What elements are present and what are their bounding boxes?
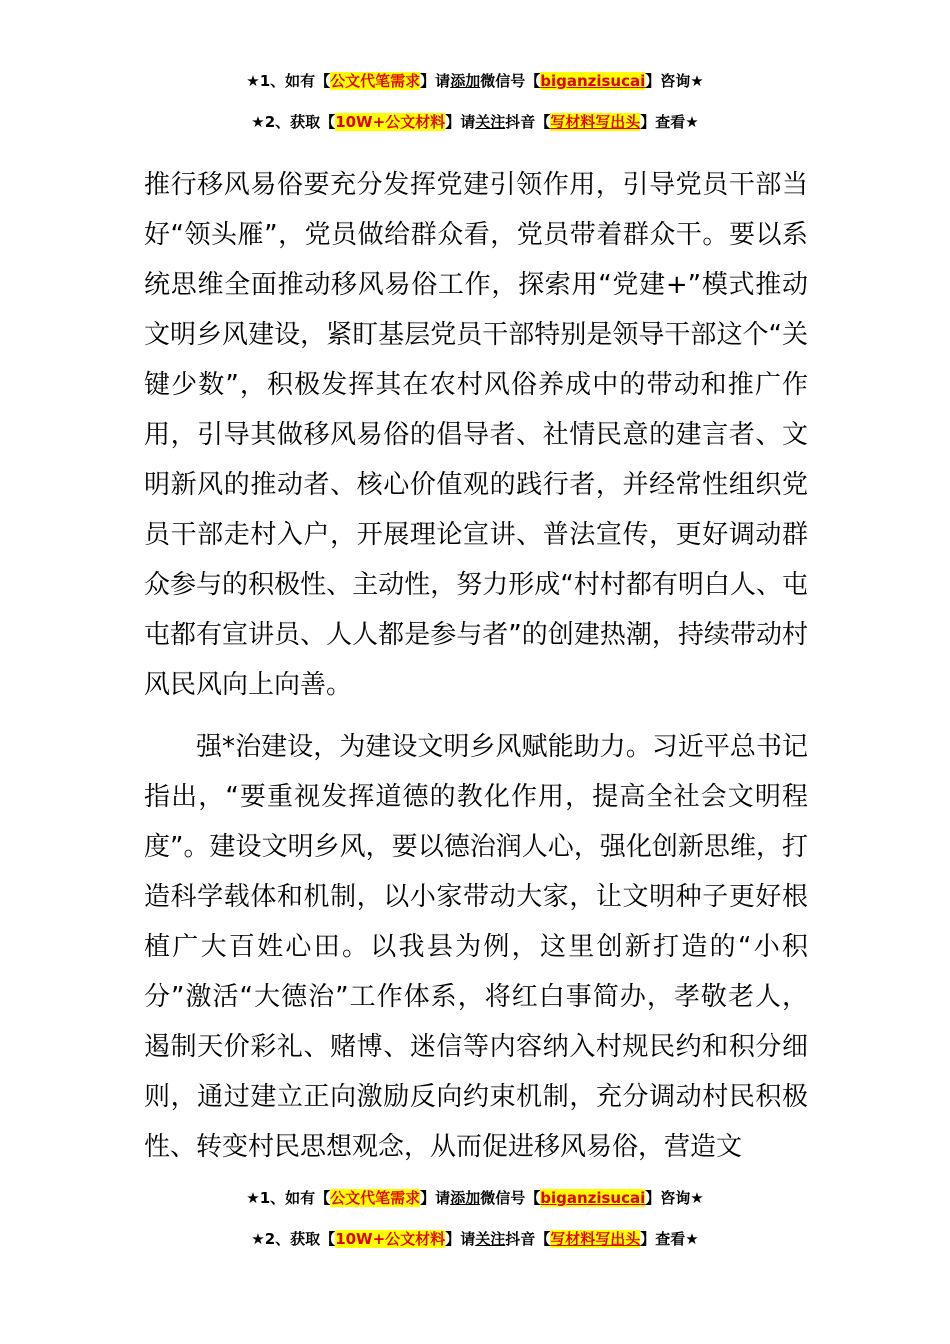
banner-douyin-id: 写材料写出头 [550,113,641,131]
banner-text: 】请 [445,113,476,131]
banner-text: 】请 [445,1230,476,1248]
footer-banner-line-2 [0,1228,950,1250]
banner-text: 】查看★ [640,1230,699,1248]
banner-text: 】查看★ [640,113,699,131]
banner-text: 微信号【 [480,1189,541,1207]
header-banner-line-2 [0,111,950,133]
banner-wechat-id: biganzisucai [540,1189,646,1207]
banner-douyin-id: 写材料写出头 [550,1230,641,1248]
banner-text: 】请 [420,1189,451,1207]
header-banner-line-1 [0,70,950,92]
banner-highlight: 公文代笔需求 [330,1189,421,1207]
banner-text: 抖音【 [505,113,551,131]
banner-text: 微信号【 [480,72,541,90]
banner-text: 】请 [420,72,451,90]
banner-emphasis: 关注 [475,113,506,131]
banner-highlight: 10W+公文材料 [335,1230,446,1248]
footer-banner-line-1 [0,1187,950,1209]
banner-highlight: 公文代笔需求 [330,72,421,90]
banner-emphasis: 关注 [475,1230,506,1248]
banner-emphasis: 添加 [450,72,481,90]
paragraph-2: 强*治建设，为建设文明乡风赋能助力。习近平总书记指出，“要重视发挥道德的教化作用，提高全社会文明程度”。建设文明乡风，要以德治润人心，强化创新思维，打造科学载体和机制，以小家带动大家，让文明种子更好根植广大百姓心田。以我县为例，这里创新打造的“小积分”激活“大德治”工作体系，将红白事简办，孝敬老人，遏制天价彩礼、赌博、迷信等内容纳入村规民约和积分细则，通过建立正向激励反向约束机制，充分调动村民积极性、转变村民思想观念，从而促进移风易俗，营造文 [144,732,808,1162]
banner-text: ★2、获取【 [251,1230,336,1248]
banner-emphasis: 添加 [450,1189,481,1207]
document-body [144,160,808,1172]
banner-text: 抖音【 [505,1230,551,1248]
banner-text: ★1、如有【 [246,1189,331,1207]
banner-text: ★1、如有【 [246,72,331,90]
paragraph-1: 推行移风易俗要充分发挥党建引领作用，引导党员干部当好“领头雁”，党员做给群众看，党员带着群众干。要以系统思维全面推动移风易俗工作，探索用“党建+”模式推动文明乡风建设，紧盯基层党员干部特别是领导干部这个“关键少数”，积极发挥其在农村风俗养成中的带动和推广作用，引导其做移风易俗的倡导者、社情民意的建言者、文明新风的推动者、核心价值观的践行者，并经常性组织党员干部走村入户，开展理论宣讲、普法宣传，更好调动群众参与的积极性、主动性，努力形成“村村都有明白人、屯屯都有宣讲员、人人都是参与者”的创建热潮，持续带动村风民风向上向善。 [144,170,808,700]
banner-text: 】咨询★ [645,1189,704,1207]
banner-highlight: 10W+公文材料 [335,113,446,131]
banner-wechat-id: biganzisucai [540,72,646,90]
banner-text: ★2、获取【 [251,113,336,131]
banner-text: 】咨询★ [645,72,704,90]
